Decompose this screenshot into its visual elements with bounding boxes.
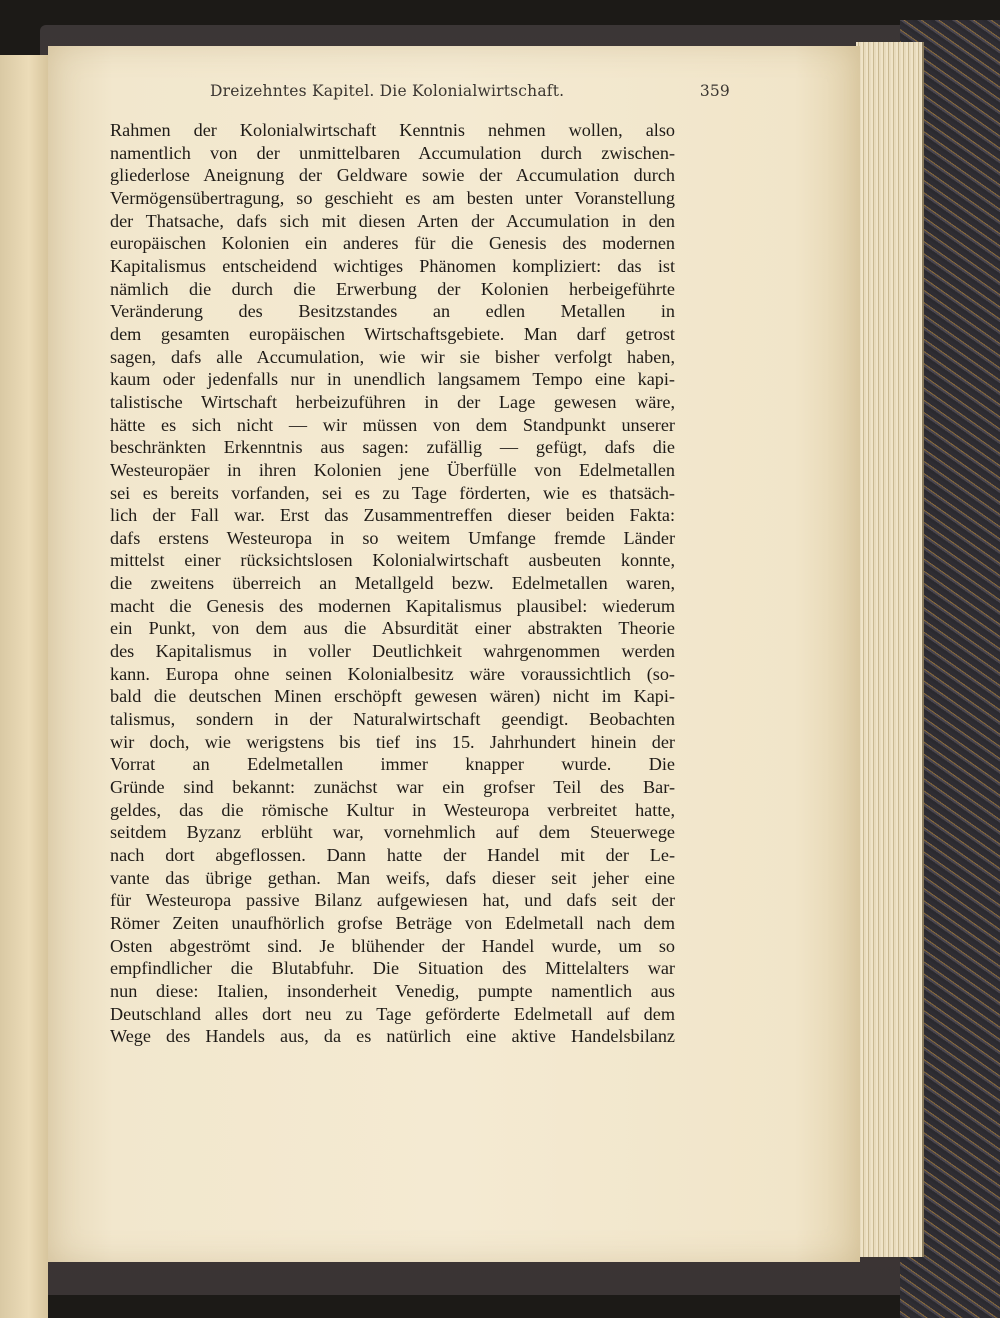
text-line: sei es bereits vorfanden, sei es zu Tage förderten, wie es thatsäch- (110, 482, 675, 503)
text-line: gliederlose Aneignung der Geldware sowie der Accumulation durch (110, 165, 675, 186)
text-line: nun diese: Italien, insonderheit Venedig, pumpte namentlich aus (110, 980, 675, 1001)
text-line: nach dort abgeflossen. Dann hatte der Handel mit der Le- (110, 845, 675, 865)
text-line: beschränkten Erkenntnis aus sagen: zufällig — gefügt, dafs die (110, 437, 675, 458)
text-line: empfindlicher die Blutabfuhr. Die Situation des Mittelalters war (110, 958, 675, 979)
text-line: talistische Wirtschaft herbeizuführen in der Lage gewesen wäre, (110, 391, 675, 412)
text-line: talismus, sondern in der Naturalwirtschaft geendigt. Beobachten (110, 709, 675, 730)
text-line: geldes, das die römische Kultur in Westeuropa verbreitet hatte, (110, 799, 675, 820)
text-line: Römer Zeiten unaufhörlich grofse Beträge von Edelmetall nach dem (110, 912, 675, 933)
running-header (210, 82, 730, 100)
text-line: kann. Europa ohne seinen Kolonialbesitz wäre voraussichtlich (so- (110, 663, 675, 684)
text-line: kaum oder jedenfalls nur in unendlich langsamem Tempo eine kapi- (110, 369, 675, 390)
text-line: sagen, dafs alle Accumulation, wie wir sie bisher verfolgt haben, (110, 346, 675, 367)
text-line: Gründe sind bekannt: zunächst war ein grofser Teil des Bar- (110, 777, 675, 798)
text-line: des Kapitalismus in voller Deutlichkeit wahrgenommen werden (110, 641, 675, 662)
text-line: lich der Fall war. Erst das Zusammentreffen dieser beiden Fakta: (110, 505, 675, 526)
text-line: Veränderung des Besitzstandes an edlen Metallen in (110, 301, 675, 322)
text-line: dafs erstens Westeuropa in so weitem Umfange fremde Länder (110, 527, 675, 548)
text-line: Osten abgeströmt sind. Je blühender der Handel wurde, um so (110, 935, 675, 956)
body-text (110, 119, 675, 1048)
text-line: nämlich die durch die Erwerbung der Kolonien herbeigeführte (110, 278, 675, 299)
page-number: 359 (699, 82, 730, 100)
text-line: Kapitalismus entscheidend wichtiges Phänomen kompliziert: das ist (110, 255, 675, 276)
text-line: Vorrat an Edelmetallen immer knapper wurde. Die (110, 754, 675, 775)
text-line: europäischen Kolonien ein anderes für die Genesis des modernen (110, 233, 675, 254)
text-line: Westeuropäer in ihren Kolonien jene Überfülle von Edelmetallen (110, 459, 675, 480)
text-line: macht die Genesis des modernen Kapitalismus plausibel: wiederum (110, 595, 675, 616)
text-line: die zweitens überreich an Metallgeld bezw. Edelmetallen waren, (110, 573, 675, 594)
text-line: ein Punkt, von dem aus die Absurdität einer abstrakten Theorie (110, 618, 675, 639)
page-stack-edge (856, 42, 924, 1257)
text-line: Rahmen der Kolonialwirtschaft Kenntnis nehmen wollen, also (110, 120, 675, 140)
text-line: seitdem Byzanz erblüht war, vornehmlich auf dem Steuerwege (110, 822, 675, 843)
text-line: wir doch, wie werigstens bis tief ins 15. Jahrhundert hinein der (110, 731, 675, 752)
text-line: hätte es sich nicht — wir müssen von dem Standpunkt unserer (110, 414, 675, 435)
text-line: für Westeuropa passive Bilanz aufgewiesen hat, und dafs seit der (110, 890, 675, 911)
text-line: mittelst einer rücksichtslosen Kolonialwirtschaft ausbeuten konnte, (110, 550, 675, 571)
text-line: Vermögensübertragung, so geschieht es am besten unter Voranstellung (110, 187, 675, 208)
text-line: Deutschland alles dort neu zu Tage geförderte Edelmetall auf dem (110, 1003, 675, 1024)
text-line: namentlich von der unmittelbaren Accumulation durch zwischen- (110, 142, 675, 163)
left-page-edge (0, 55, 48, 1318)
text-line: vante das übrige gethan. Man weifs, dafs dieser seit jeher eine (110, 867, 675, 888)
text-line: der Thatsache, dafs sich mit diesen Arten der Accumulation in den (110, 210, 675, 231)
text-line: Wege des Handels aus, da es natürlich eine aktive Handelsbilanz (110, 1026, 675, 1047)
text-line: bald die deutschen Minen erschöpft gewesen wären) nicht im Kapi- (110, 686, 675, 707)
text-line: dem gesamten europäischen Wirtschaftsgebiete. Man darf getrost (110, 323, 675, 344)
running-title: Dreizehntes Kapitel. Die Kolonialwirtschaft. (210, 82, 565, 100)
